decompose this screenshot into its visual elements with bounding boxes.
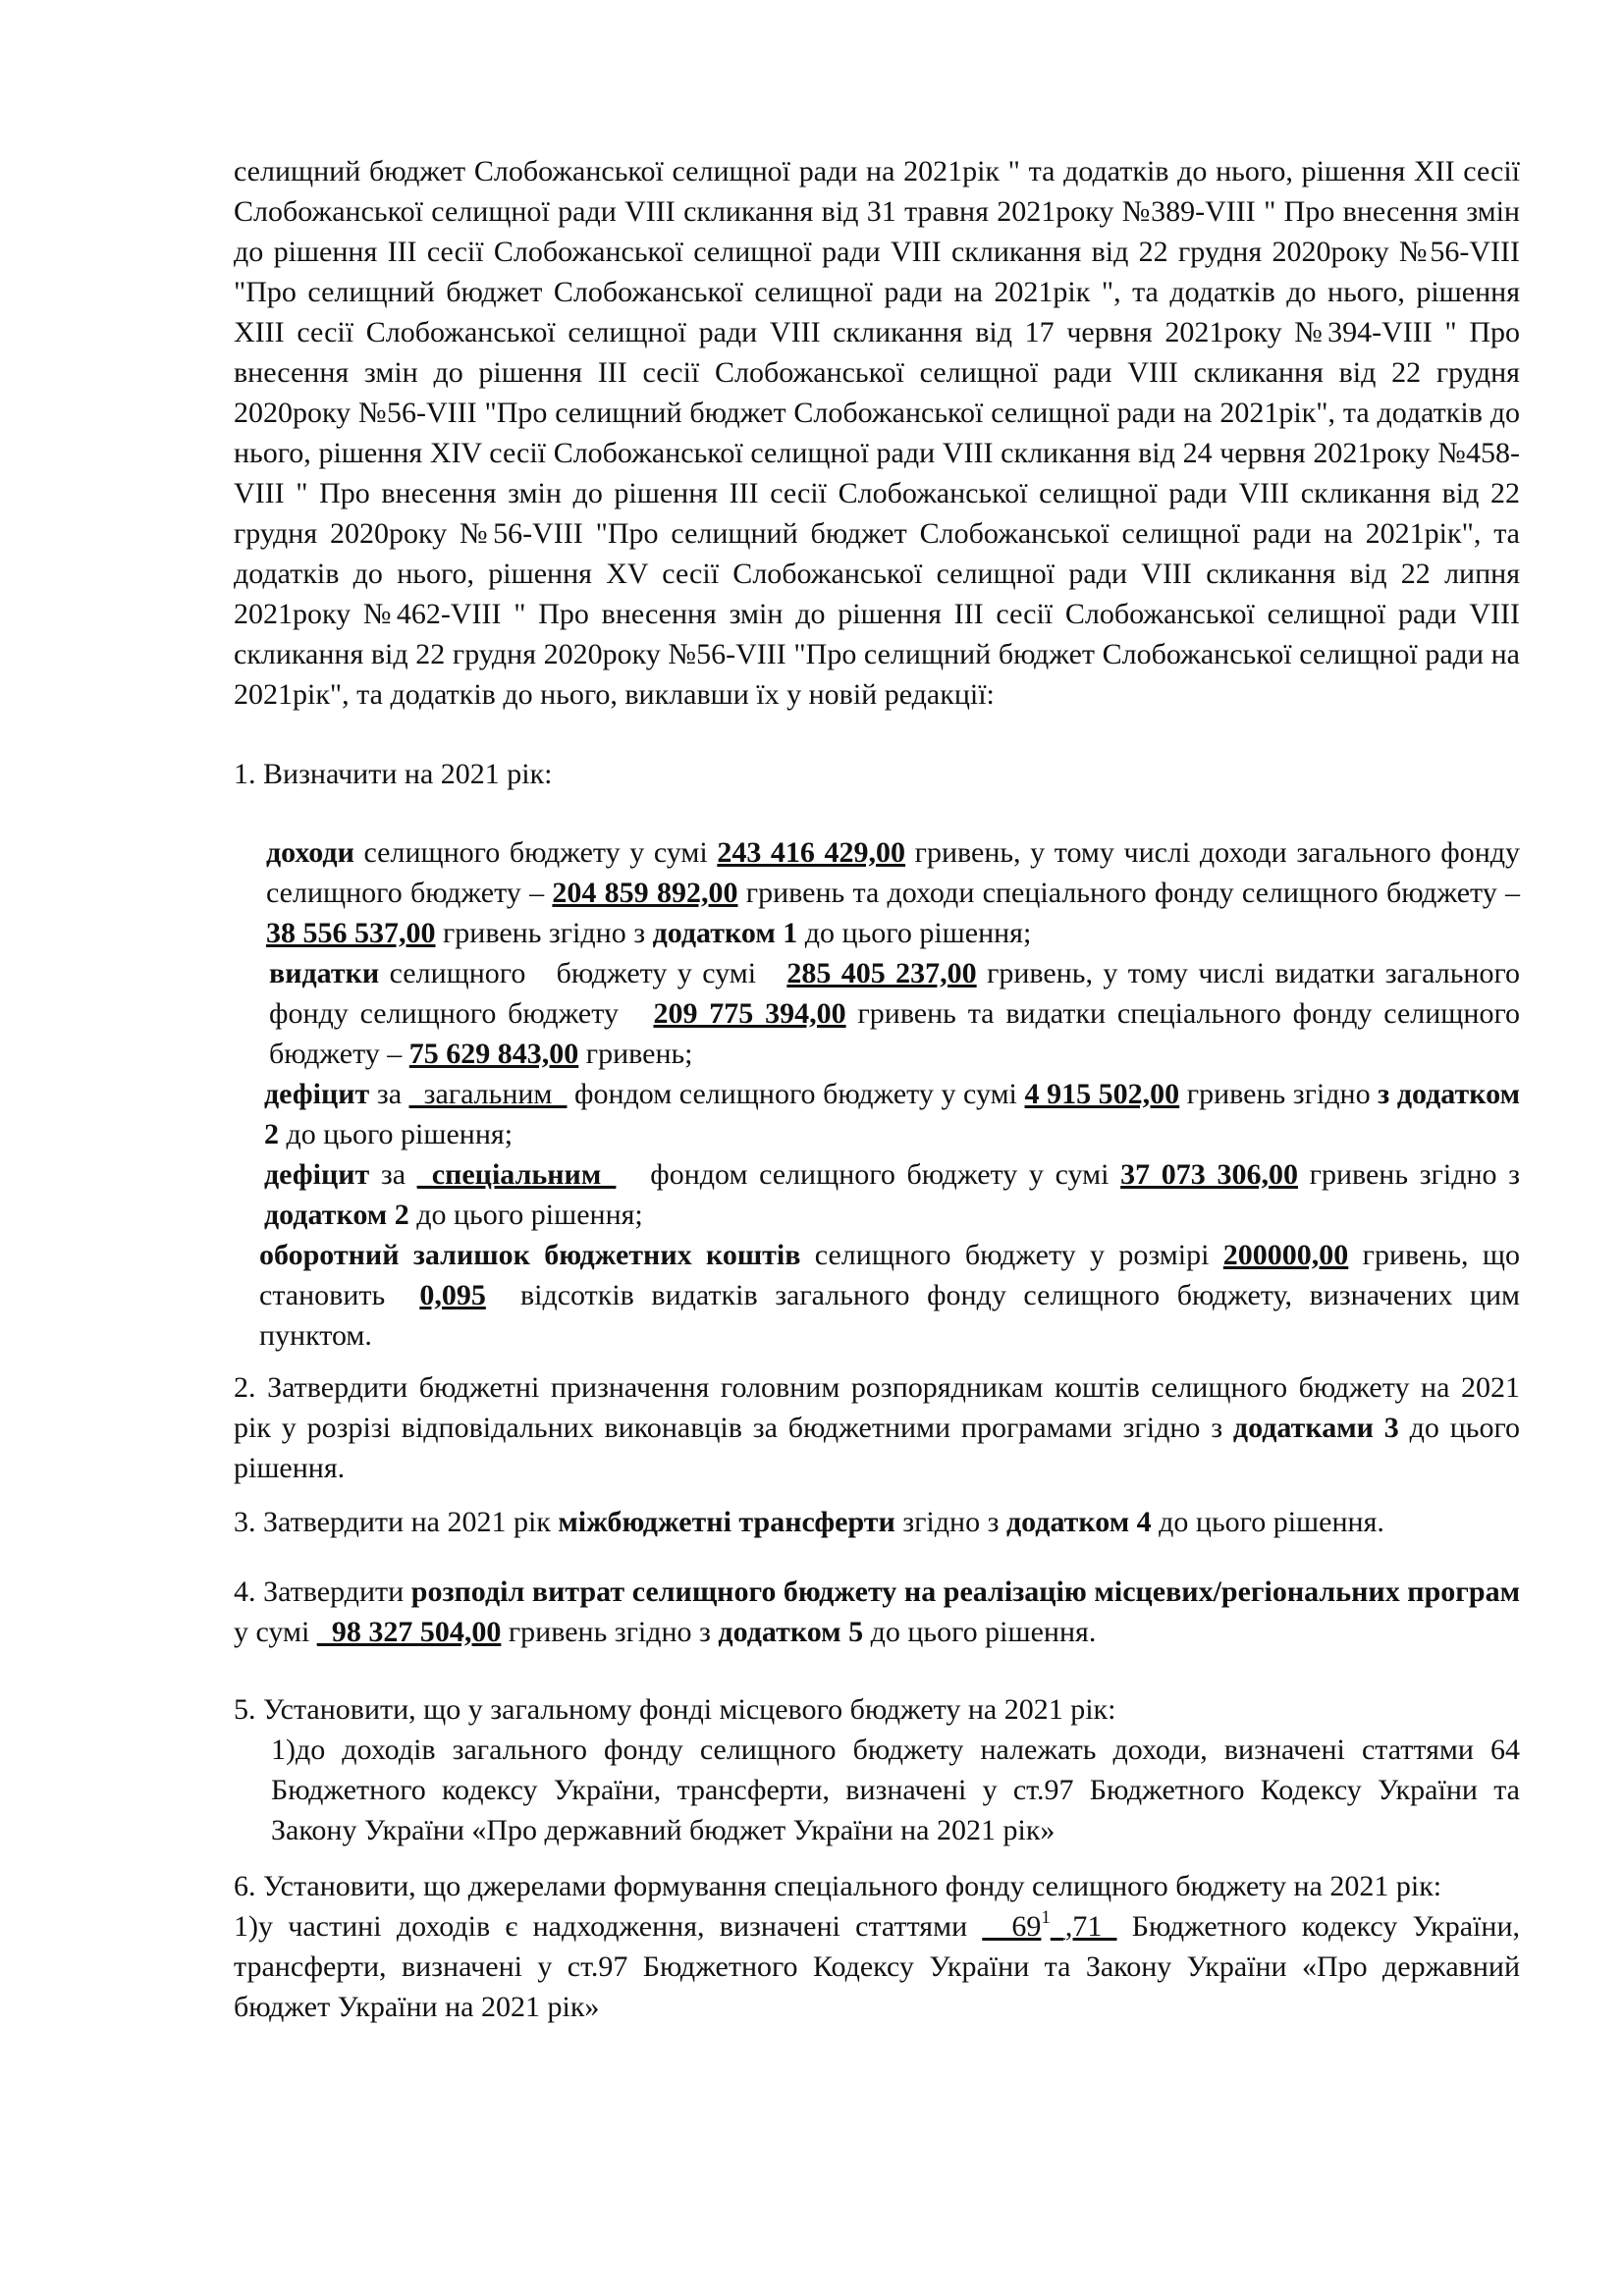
reserve-amount: 200000,00: [1222, 1239, 1349, 1271]
deficit-special-text-3: гривень згідно з: [1297, 1158, 1521, 1191]
deficit-special-text-1: за: [369, 1158, 417, 1191]
deficit-general-amount: 4 915 502,00: [1024, 1078, 1180, 1110]
deficit-general-text-2: фондом селищного бюджету у сумі: [567, 1078, 1025, 1110]
item2-annex: додатками 3: [1232, 1412, 1399, 1444]
income-text-1: селищного бюджету у сумі: [353, 836, 718, 869]
item4-paragraph: [234, 1572, 1520, 1652]
expenses-text-3: гривень та видатки спеціального фонду селищного бюджету –: [269, 997, 1520, 1070]
income-text-3: гривень та доходи спеціального фонду селищного бюджету –: [737, 877, 1521, 909]
item4-text-3: гривень згідно з: [501, 1616, 719, 1648]
item4-annex: додатком 5: [718, 1616, 864, 1648]
item4-text-1: 4. Затвердити: [234, 1575, 411, 1608]
deficit-general-label: дефіцит: [264, 1078, 370, 1110]
item3-text-1: 3. Затвердити на 2021 рік: [234, 1506, 559, 1538]
item2-paragraph: [234, 1367, 1520, 1488]
deficit-special-text-4: до цього рішення;: [408, 1199, 643, 1231]
item5-sub1: 1)до доходів загального фонду селищного бюджету належать доходи, визначені статтями 64 Бюджетного кодексу України, трансферти, визначені у ст.97 Бюджетного Кодексу України та Закону України «Про державний бюджет України на 2021 рік»: [271, 1734, 1520, 1846]
expenses-special: 75 629 843,00: [408, 1038, 579, 1070]
income-text-4: гривень згідно з: [435, 917, 653, 949]
item6-articles-b: _,71_: [1050, 1910, 1117, 1943]
item6-sub1: [234, 1906, 1520, 2027]
deficit-special-paragraph: [234, 1154, 1520, 1235]
item4-text-2: у сумі: [234, 1616, 317, 1648]
deficit-special-amount: 37 073 306,00: [1120, 1158, 1298, 1191]
deficit-general-text-1: за: [369, 1078, 409, 1110]
income-special: 38 556 537,00: [266, 917, 436, 949]
income-paragraph: [234, 832, 1520, 953]
income-annex: додатком 1: [652, 917, 798, 949]
item3-bold: міжбюджетні трансферти: [558, 1506, 895, 1538]
item2-text-2: до цього рішення.: [234, 1412, 1521, 1484]
income-label: доходи: [266, 836, 354, 869]
item3-paragraph: [234, 1502, 1520, 1542]
item6-sub1-text-1: 1)у частині доходів є надходження, визначені статтями: [234, 1910, 983, 1943]
item6-articles-a: __69: [982, 1910, 1042, 1943]
income-total: 243 416 429,00: [717, 836, 906, 869]
deficit-general-annex: з додатком 2: [264, 1078, 1521, 1150]
expenses-general: 209 775 394,00: [653, 997, 846, 1030]
reserve-label: оборотний залишок бюджетних коштів: [259, 1239, 801, 1271]
item4-bold: розподіл витрат селищного бюджету на реалізацію місцевих/регіональних програм: [410, 1575, 1521, 1608]
deficit-special-text-2: фондом селищного бюджету у сумі: [616, 1158, 1121, 1191]
deficit-special-label: дефіцит: [264, 1158, 370, 1191]
item2-text-1: 2. Затвердити бюджетні призначення головним розпорядникам коштів селищного бюджету на 2021 рік у розрізі відповідальних виконавців за бюджетними програмами згідно з: [234, 1371, 1520, 1444]
item1-heading: 1. Визначити на 2021 рік:: [234, 758, 553, 790]
expenses-total: 285 405 237,00: [786, 957, 977, 989]
expenses-text-1: селищного бюджету у сумі: [379, 957, 787, 989]
item3-text-3: до цього рішення.: [1151, 1506, 1384, 1538]
item6-articles-sup: 1: [1041, 1907, 1051, 1928]
item5-heading: 5. Установити, що у загальному фонді місцевого бюджету на 2021 рік:: [234, 1693, 1116, 1726]
reserve-text-2: гривень, що становить: [259, 1239, 1528, 1311]
reserve-percent: 0,095: [419, 1279, 486, 1311]
item6-sub1-text-2: Бюджетного кодексу України, трансферти, визначені у ст.97 Бюджетного Кодексу України та Закону України «Про державний бюджет України на 2021 рік»: [234, 1910, 1520, 2023]
income-text-5: до цього рішення;: [797, 917, 1032, 949]
expenses-text-2: гривень, у тому числі видатки загального фонду селищного бюджету: [269, 957, 1528, 1030]
expenses-label: видатки: [269, 957, 380, 989]
item4-text-4: до цього рішення.: [863, 1616, 1097, 1648]
deficit-special-annex: додатком 2: [264, 1199, 409, 1231]
item3-text-2: згідно з: [894, 1506, 1006, 1538]
deficit-general-text-3: гривень згідно: [1179, 1078, 1379, 1110]
deficit-general-text-4: до цього рішення;: [279, 1118, 514, 1150]
expenses-text-4: гривень;: [578, 1038, 693, 1070]
item3-annex: додатком 4: [1005, 1506, 1152, 1538]
deficit-general-fund: _загальним_: [408, 1078, 568, 1110]
item4-amount: _98 327 504,00: [316, 1616, 502, 1648]
item6-heading: 6. Установити, що джерелами формування спеціального фонду селищного бюджету на 2021 рік:: [234, 1870, 1442, 1902]
income-general: 204 859 892,00: [552, 877, 738, 909]
reserve-paragraph: [234, 1235, 1528, 1356]
reserve-text-1: селищного бюджету у розмірі: [800, 1239, 1223, 1271]
document-page: [234, 151, 1528, 2027]
income-text-2: гривень, у тому числі доходи загального фонду селищного бюджету –: [266, 836, 1521, 909]
deficit-special-fund: _спеціальним_: [416, 1158, 617, 1191]
intro-paragraph: селищний бюджет Слобожанської селищної ради на 2021рік " та додатків до нього, рішення XII сесії Слобожанської селищної ради VIII скликання від 31 травня 2021року №389-VIII " Про внесення змін до рішення ІІІ сесії Слобожанської селищної ради VIII скликання від 22 грудня 2020року №56-VIII "Про селищний бюджет Слобожанської селищної ради на 2021рік ", та додатків до нього, рішення XIII сесії Слобожанської селищної ради VIII скликання від 17 червня 2021року №394-VIII " Про внесення змін до рішення ІІІ сесії Слобожанської селищної ради VIII скликання від 22 грудня 2020року №56-VIII "Про селищний бюджет Слобожанської селищної ради на 2021рік", та додатків до нього, рішення XIV сесії Слобожанської селищної ради VIII скликання від 24 червня 2021року №458-VIII " Про внесення змін до рішення ІІІ сесії Слобожанської селищної ради VIII скликання від 22 грудня 2020року №56-VIII "Про селищний бюджет Слобожанської селищної ради на 2021рік", та додатків до нього, рішення XV сесії Слобожанської селищної ради VIII скликання від 22 липня 2021року №462-VIII " Про внесення змін до рішення ІІІ сесії Слобожанської селищної ради VIII скликання від 22 грудня 2020року №56-VIII "Про селищний бюджет Слобожанської селищної ради на 2021рік", та додатків до нього, виклавши їх у новій редакції:: [234, 155, 1520, 711]
reserve-text-3: відсотків видатків загального фонду селищного бюджету, визначених цим пунктом.: [259, 1279, 1528, 1352]
deficit-general-paragraph: [234, 1074, 1520, 1154]
expenses-paragraph: [234, 953, 1528, 1074]
